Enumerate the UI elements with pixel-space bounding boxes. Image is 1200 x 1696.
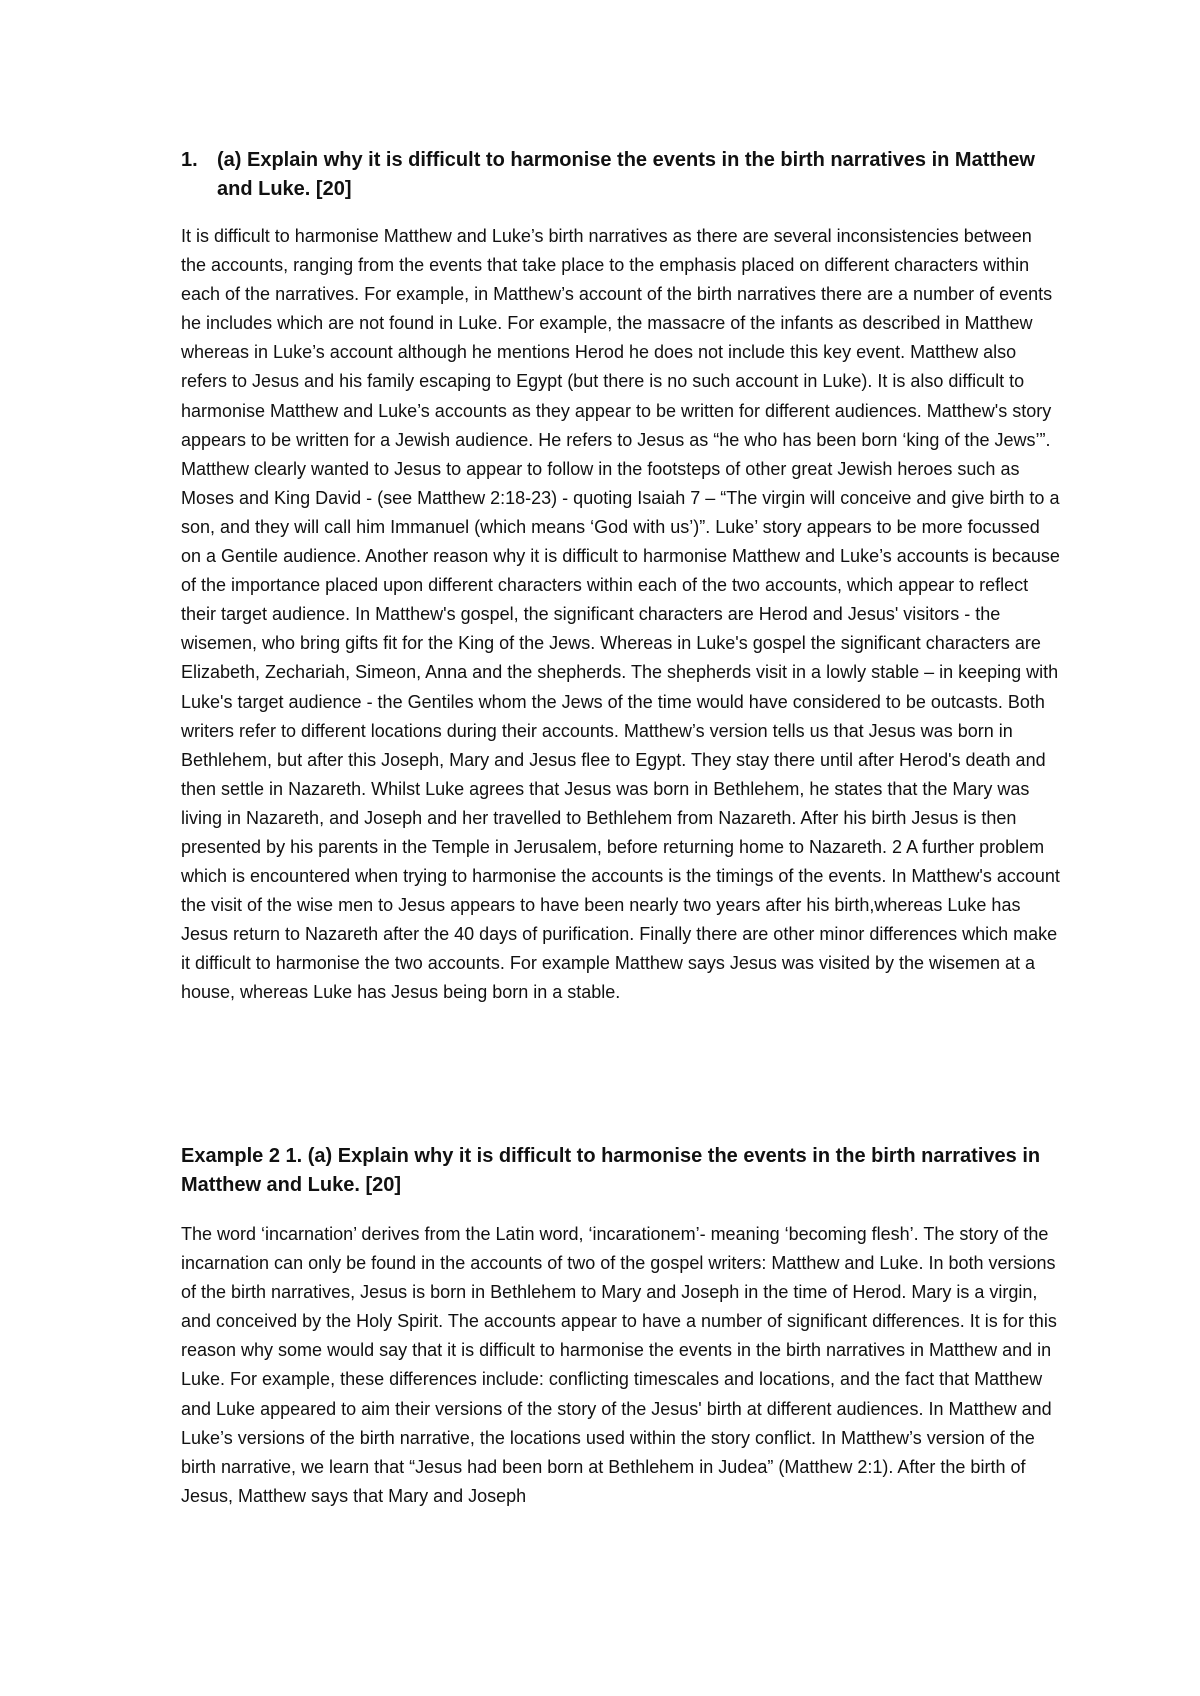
example-2-heading: Example 2 1. (a) Explain why it is difficult to harmonise the events in the birth narratives in Matthew and Luke. [20] [181,1145,1041,1196]
question-1-title: (a) Explain why it is difficult to harmonise the events in the birth narratives in Matthew and Luke. [20] [217,149,1035,200]
question-1-answer: It is difficult to harmonise Matthew and Luke’s birth narratives as there are several inconsistencies between the accounts, ranging from the events that take place to the emphasis placed on different characters within each of the narratives. For example, in Matthew’s account of the birth narratives there are a number of events he includes which are not found in Luke. For example, the massacre of the infants as described in Matthew whereas in Luke’s account although he mentions Herod he does not include this key event. Matthew also refers to Jesus and his family escaping to Egypt (but there is no such account in Luke). It is also difficult to harmonise Matthew and Luke’s accounts as they appear to be written for different audiences. Matthew's story appears to be written for a Jewish audience. He refers to Jesus as “he who has been born ‘king of the Jews’”. Matthew clearly wanted to Jesus to appear to follow in the footsteps of other great Jewish heroes such as Moses and King David - (see Matthew 2:18-23) - quoting Isaiah 7 – “The virgin will conceive and give birth to a son, and they will call him Immanuel (which means ‘God with us’)”. Luke’ story appears to be more focussed on a Gentile audience. Another reason why it is difficult to harmonise Matthew and Luke’s accounts is because of the importance placed upon different characters within each of the two accounts, which appear to reflect their target audience. In Matthew's gospel, the significant characters are Herod and Jesus' visitors - the wisemen, who bring gifts fit for the King of the Jews. Whereas in Luke's gospel the significant characters are Elizabeth, Zechariah, Simeon, Anna and the shepherds. The shepherds visit in a lowly stable – in keeping with Luke's target audience - the Gentiles whom the Jews of the time would have considered to be outcasts. Both writers refer to different locations during their accounts. Matthew’s version tells us that Jesus was born in Bethlehem, but after this Joseph, Mary and Jesus flee to Egypt. They stay there until after Herod's death and then settle in Nazareth. Whilst Luke agrees that Jesus was born in Bethlehem, he states that the Mary was living in Nazareth, and Joseph and her travelled to Bethlehem from Nazareth. After his birth Jesus is then presented by his parents in the Temple in Jerusalem, before returning home to Nazareth. 2 A further problem which is encountered when trying to harmonise the accounts is the timings of the events. In Matthew's account the visit of the wise men to Jesus appears to have been nearly two years after his birth,whereas Luke has Jesus return to Nazareth after the 40 days of purification. Finally there are other minor differences which make it difficult to harmonise the two accounts. For example Matthew says Jesus was visited by the wisemen at a house, whereas Luke has Jesus being born in a stable. [181,226,1060,1003]
question-1-heading [181,146,1041,204]
question-number: 1. [181,149,198,171]
example-2-answer: The word ‘incarnation’ derives from the Latin word, ‘incarationem’- meaning ‘becoming flesh’. The story of the incarnation can only be found in the accounts of two of the gospel writers: Matthew and Luke. In both versions of the birth narratives, Jesus is born in Bethlehem to Mary and Joseph in the time of Herod. Mary is a virgin, and conceived by the Holy Spirit. The accounts appear to have a number of significant differences. It is for this reason why some would say that it is difficult to harmonise the events in the birth narratives in Matthew and in Luke. For example, these differences include: conflicting timescales and locations, and the fact that Matthew and Luke appeared to aim their versions of the story of the Jesus' birth at different audiences. In Matthew and Luke’s versions of the birth narrative, the locations used within the story conflict. In Matthew’s version of the birth narrative, we learn that “Jesus had been born at Bethlehem in Judea” (Matthew 2:1). After the birth of Jesus, Matthew says that Mary and Joseph [181,1224,1057,1506]
